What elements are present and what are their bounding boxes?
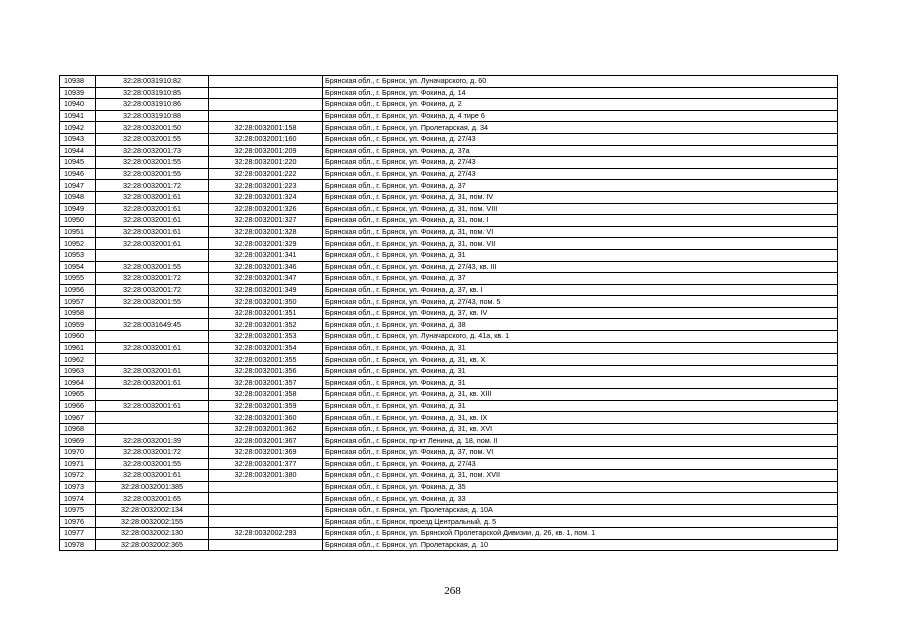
table-row [60,191,838,203]
object-cadastral-cell: 32:28:0032001:358 [209,389,323,401]
table-row [60,133,838,145]
address-cell: Брянская обл., г. Брянск, ул. Фокина, д. 33 [323,493,838,505]
row-number-cell: 10941 [60,110,96,122]
row-number-cell: 10967 [60,412,96,424]
object-cadastral-cell: 32:28:0032001:220 [209,157,323,169]
object-cadastral-cell [209,539,323,551]
address-cell: Брянская обл., г. Брянск, ул. Фокина, д. 27/43 [323,458,838,470]
parcel-cadastral-cell: 32:28:0032001:55 [96,133,209,145]
object-cadastral-cell: 32:28:0032001:360 [209,412,323,424]
registry-table [59,75,838,551]
address-cell: Брянская обл., г. Брянск, ул. Фокина, д. 37, кв. I [323,284,838,296]
parcel-cadastral-cell: 32:28:0032001:50 [96,122,209,134]
object-cadastral-cell: 32:28:0032001:353 [209,331,323,343]
address-cell: Брянская обл., г. Брянск, ул. Фокина, д. 31 [323,377,838,389]
table-row [60,389,838,401]
parcel-cadastral-cell: 32:28:0032001:61 [96,365,209,377]
table-row [60,215,838,227]
row-number-cell: 10953 [60,249,96,261]
address-cell: Брянская обл., г. Брянск, ул. Пролетарская, д. 34 [323,122,838,134]
parcel-cadastral-cell: 32:28:0032001:61 [96,342,209,354]
object-cadastral-cell: 32:28:0032001:223 [209,180,323,192]
address-cell: Брянская обл., г. Брянск, ул. Пролетарская, д. 10А [323,504,838,516]
parcel-cadastral-cell [96,249,209,261]
object-cadastral-cell: 32:28:0032001:367 [209,435,323,447]
registry-table-body [60,76,838,551]
parcel-cadastral-cell: 32:28:0031910:85 [96,87,209,99]
parcel-cadastral-cell: 32:28:0032001:61 [96,226,209,238]
table-row [60,157,838,169]
address-cell: Брянская обл., г. Брянск, ул. Фокина, д. 31 [323,249,838,261]
row-number-cell: 10952 [60,238,96,250]
parcel-cadastral-cell: 32:28:0032002:155 [96,516,209,528]
table-row [60,203,838,215]
parcel-cadastral-cell: 32:28:0032002:134 [96,504,209,516]
parcel-cadastral-cell [96,331,209,343]
parcel-cadastral-cell: 32:28:0032001:55 [96,296,209,308]
table-row [60,435,838,447]
table-row [60,331,838,343]
address-cell: Брянская обл., г. Брянск, ул. Фокина, д. 31 [323,365,838,377]
table-row [60,168,838,180]
object-cadastral-cell: 32:28:0032001:352 [209,319,323,331]
row-number-cell: 10972 [60,470,96,482]
object-cadastral-cell: 32:28:0032001:347 [209,273,323,285]
object-cadastral-cell [209,76,323,88]
row-number-cell: 10949 [60,203,96,215]
row-number-cell: 10963 [60,365,96,377]
row-number-cell: 10955 [60,273,96,285]
row-number-cell: 10956 [60,284,96,296]
address-cell: Брянская обл., г. Брянск, ул. Фокина, д. 37, пом. VI [323,447,838,459]
address-cell: Брянская обл., г. Брянск, ул. Фокина, д. 31, пом. I [323,215,838,227]
parcel-cadastral-cell: 32:28:0032002:130 [96,528,209,540]
parcel-cadastral-cell [96,423,209,435]
row-number-cell: 10977 [60,528,96,540]
parcel-cadastral-cell: 32:28:0031910:86 [96,99,209,111]
object-cadastral-cell: 32:28:0032001:160 [209,133,323,145]
row-number-cell: 10978 [60,539,96,551]
table-row [60,87,838,99]
row-number-cell: 10951 [60,226,96,238]
row-number-cell: 10970 [60,447,96,459]
parcel-cadastral-cell: 32:28:0032001:72 [96,273,209,285]
address-cell: Брянская обл., г. Брянск, ул. Луначарского, д. 60 [323,76,838,88]
address-cell: Брянская обл., г. Брянск, ул. Фокина, д. 37а [323,145,838,157]
parcel-cadastral-cell [96,412,209,424]
table-row [60,284,838,296]
table-row [60,447,838,459]
table-row [60,539,838,551]
table-row [60,470,838,482]
address-cell: Брянская обл., г. Брянск, ул. Фокина, д. 31 [323,342,838,354]
object-cadastral-cell: 32:28:0032001:356 [209,365,323,377]
object-cadastral-cell: 32:28:0032001:354 [209,342,323,354]
address-cell: Брянская обл., г. Брянск, ул. Фокина, д. 31, пом. VI [323,226,838,238]
row-number-cell: 10939 [60,87,96,99]
row-number-cell: 10938 [60,76,96,88]
address-cell: Брянская обл., г. Брянск, ул. Фокина, д. 37 [323,180,838,192]
table-row [60,516,838,528]
row-number-cell: 10957 [60,296,96,308]
object-cadastral-cell: 32:28:0032001:349 [209,284,323,296]
parcel-cadastral-cell: 32:28:0032001:55 [96,261,209,273]
table-row [60,493,838,505]
table-row [60,296,838,308]
row-number-cell: 10960 [60,331,96,343]
row-number-cell: 10962 [60,354,96,366]
row-number-cell: 10974 [60,493,96,505]
row-number-cell: 10976 [60,516,96,528]
object-cadastral-cell: 32:28:0032001:222 [209,168,323,180]
table-row [60,365,838,377]
object-cadastral-cell: 32:28:0032001:362 [209,423,323,435]
object-cadastral-cell: 32:28:0032001:328 [209,226,323,238]
address-cell: Брянская обл., г. Брянск, пр-кт Ленина, д. 18, пом. II [323,435,838,447]
object-cadastral-cell [209,110,323,122]
table-row [60,110,838,122]
parcel-cadastral-cell: 32:28:0032001:39 [96,435,209,447]
address-cell: Брянская обл., г. Брянск, ул. Луначарского, д. 41а, кв. 1 [323,331,838,343]
object-cadastral-cell [209,493,323,505]
address-cell: Брянская обл., г. Брянск, ул. Фокина, д. 31, пом. VII [323,238,838,250]
address-cell: Брянская обл., г. Брянск, ул. Фокина, д. 27/43, пом. 5 [323,296,838,308]
row-number-cell: 10964 [60,377,96,389]
parcel-cadastral-cell: 32:28:0032001:61 [96,400,209,412]
object-cadastral-cell: 32:28:0032001:377 [209,458,323,470]
address-cell: Брянская обл., г. Брянск, ул. Фокина, д. 27/43 [323,133,838,145]
parcel-cadastral-cell: 32:28:0032001:61 [96,215,209,227]
table-row [60,180,838,192]
object-cadastral-cell: 32:28:0032002:293 [209,528,323,540]
object-cadastral-cell [209,516,323,528]
parcel-cadastral-cell: 32:28:0032001:61 [96,238,209,250]
object-cadastral-cell: 32:28:0032001:327 [209,215,323,227]
address-cell: Брянская обл., г. Брянск, ул. Фокина, д. 27/43 [323,168,838,180]
page-number: 268 [444,585,461,597]
parcel-cadastral-cell: 32:28:0032001:61 [96,470,209,482]
row-number-cell: 10950 [60,215,96,227]
table-row [60,249,838,261]
table-row [60,307,838,319]
row-number-cell: 10946 [60,168,96,180]
table-row [60,273,838,285]
object-cadastral-cell: 32:28:0032001:346 [209,261,323,273]
parcel-cadastral-cell: 32:28:0032001:55 [96,157,209,169]
parcel-cadastral-cell: 32:28:0032001:73 [96,145,209,157]
parcel-cadastral-cell: 32:28:0032001:61 [96,377,209,389]
address-cell: Брянская обл., г. Брянск, ул. Фокина, д. 14 [323,87,838,99]
address-cell: Брянская обл., г. Брянск, ул. Фокина, д. 31 [323,400,838,412]
row-number-cell: 10943 [60,133,96,145]
address-cell: Брянская обл., г. Брянск, ул. Брянской Пролетарской Дивизии, д. 26, кв. 1, пом. 1 [323,528,838,540]
row-number-cell: 10965 [60,389,96,401]
address-cell: Брянская обл., г. Брянск, ул. Пролетарская, д. 10 [323,539,838,551]
parcel-cadastral-cell: 32:28:0032001:55 [96,458,209,470]
parcel-cadastral-cell [96,389,209,401]
address-cell: Брянская обл., г. Брянск, ул. Фокина, д. 4 тире 6 [323,110,838,122]
table-row [60,458,838,470]
address-cell: Брянская обл., г. Брянск, ул. Фокина, д. 37 [323,273,838,285]
table-row [60,99,838,111]
address-cell: Брянская обл., г. Брянск, ул. Фокина, д. 31, кв. IX [323,412,838,424]
address-cell: Брянская обл., г. Брянск, ул. Фокина, д. 31, кв. XIII [323,389,838,401]
address-cell: Брянская обл., г. Брянск, ул. Фокина, д. 31, пом. VIII [323,203,838,215]
table-row [60,412,838,424]
row-number-cell: 10958 [60,307,96,319]
table-row [60,342,838,354]
address-cell: Брянская обл., г. Брянск, ул. Фокина, д. 27/43, кв. III [323,261,838,273]
row-number-cell: 10940 [60,99,96,111]
table-row [60,76,838,88]
row-number-cell: 10975 [60,504,96,516]
object-cadastral-cell: 32:28:0032001:158 [209,122,323,134]
object-cadastral-cell: 32:28:0032001:329 [209,238,323,250]
object-cadastral-cell [209,99,323,111]
parcel-cadastral-cell: 32:28:0031649:45 [96,319,209,331]
table-row [60,377,838,389]
table-row [60,261,838,273]
row-number-cell: 10942 [60,122,96,134]
parcel-cadastral-cell: 32:28:0032001:61 [96,191,209,203]
table-row [60,528,838,540]
parcel-cadastral-cell: 32:28:0032001:65 [96,493,209,505]
table-row [60,481,838,493]
parcel-cadastral-cell: 32:28:0032001:72 [96,284,209,296]
object-cadastral-cell: 32:28:0032001:359 [209,400,323,412]
object-cadastral-cell: 32:28:0032001:355 [209,354,323,366]
object-cadastral-cell: 32:28:0032001:324 [209,191,323,203]
object-cadastral-cell [209,481,323,493]
row-number-cell: 10948 [60,191,96,203]
row-number-cell: 10969 [60,435,96,447]
address-cell: Брянская обл., г. Брянск, ул. Фокина, д. 31, пом. IV [323,191,838,203]
table-row [60,226,838,238]
parcel-cadastral-cell: 32:28:0031910:82 [96,76,209,88]
row-number-cell: 10966 [60,400,96,412]
parcel-cadastral-cell: 32:28:0032001:72 [96,180,209,192]
parcel-cadastral-cell: 32:28:0032001:61 [96,203,209,215]
object-cadastral-cell: 32:28:0032001:351 [209,307,323,319]
object-cadastral-cell: 32:28:0032001:357 [209,377,323,389]
address-cell: Брянская обл., г. Брянск, ул. Фокина, д. 38 [323,319,838,331]
table-row [60,504,838,516]
row-number-cell: 10954 [60,261,96,273]
parcel-cadastral-cell: 32:28:0032002:365 [96,539,209,551]
table-row [60,122,838,134]
row-number-cell: 10944 [60,145,96,157]
object-cadastral-cell: 32:28:0032001:350 [209,296,323,308]
table-row [60,400,838,412]
parcel-cadastral-cell: 32:28:0032001:72 [96,447,209,459]
row-number-cell: 10968 [60,423,96,435]
address-cell: Брянская обл., г. Брянск, ул. Фокина, д. 31, кв. XVI [323,423,838,435]
address-cell: Брянская обл., г. Брянск, ул. Фокина, д. 27/43 [323,157,838,169]
parcel-cadastral-cell: 32:28:0032001:55 [96,168,209,180]
row-number-cell: 10945 [60,157,96,169]
address-cell: Брянская обл., г. Брянск, ул. Фокина, д. 37, кв. IV [323,307,838,319]
object-cadastral-cell: 32:28:0032001:341 [209,249,323,261]
object-cadastral-cell: 32:28:0032001:369 [209,447,323,459]
address-cell: Брянская обл., г. Брянск, проезд Центральный, д. 5 [323,516,838,528]
row-number-cell: 10973 [60,481,96,493]
row-number-cell: 10959 [60,319,96,331]
address-cell: Брянская обл., г. Брянск, ул. Фокина, д. 31, пом. XVII [323,470,838,482]
row-number-cell: 10947 [60,180,96,192]
table-row [60,423,838,435]
address-cell: Брянская обл., г. Брянск, ул. Фокина, д. 35 [323,481,838,493]
table-row [60,354,838,366]
table-row [60,145,838,157]
parcel-cadastral-cell [96,354,209,366]
parcel-cadastral-cell: 32:28:0032001:385 [96,481,209,493]
address-cell: Брянская обл., г. Брянск, ул. Фокина, д. 2 [323,99,838,111]
object-cadastral-cell: 32:28:0032001:209 [209,145,323,157]
object-cadastral-cell: 32:28:0032001:326 [209,203,323,215]
object-cadastral-cell: 32:28:0032001:380 [209,470,323,482]
parcel-cadastral-cell [96,307,209,319]
row-number-cell: 10971 [60,458,96,470]
table-row [60,238,838,250]
table-row [60,319,838,331]
row-number-cell: 10961 [60,342,96,354]
object-cadastral-cell [209,504,323,516]
object-cadastral-cell [209,87,323,99]
address-cell: Брянская обл., г. Брянск, ул. Фокина, д. 31, кв. X [323,354,838,366]
parcel-cadastral-cell: 32:28:0031910:88 [96,110,209,122]
